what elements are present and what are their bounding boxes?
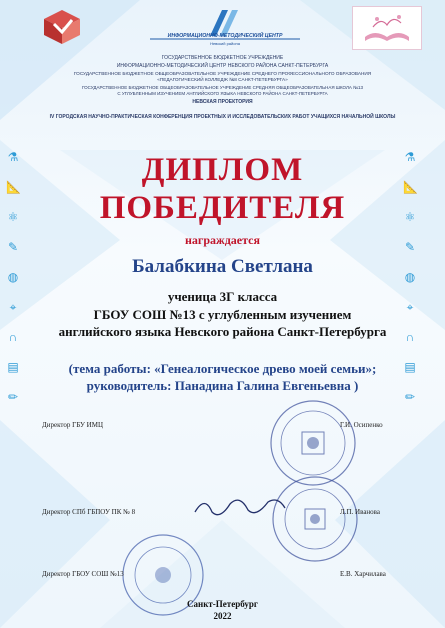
pencil-icon: ✏ xyxy=(404,390,416,404)
magnet-icon: ∩ xyxy=(405,330,415,344)
signature-scribble xyxy=(190,490,290,522)
header-line4 xyxy=(0,85,445,97)
book-icon: ✎ xyxy=(7,240,19,254)
footer-city: Санкт-Петербург xyxy=(187,599,258,609)
proektoriya-logo xyxy=(352,6,422,50)
chart-icon: ▤ xyxy=(404,360,416,374)
signature-name-1: Г.И. Осипенко xyxy=(340,421,383,429)
globe-icon: ◍ xyxy=(7,270,19,284)
chart-icon: ▤ xyxy=(7,360,19,374)
cube-logo-icon xyxy=(40,8,84,46)
signature-role-2: Директор СПб ГБПОУ ПК № 8 xyxy=(42,508,136,516)
compass-icon: ⌖ xyxy=(406,300,414,314)
signature-name-2: Л.П. Иванова xyxy=(340,508,380,516)
globe-icon: ◍ xyxy=(404,270,416,284)
header-line5: НЕВСКАЯ ПРОЕКТОРИЯ xyxy=(192,99,253,105)
signature-role-3: Директор ГБОУ СОШ №13 xyxy=(42,570,124,578)
award-text: награждается xyxy=(185,233,260,247)
header-line4b: С УГЛУБЛЕННЫМ ИЗУЧЕНИЕМ АНГЛИЙСКОГО ЯЗЫКА НЕВСКОГО РАЙОНА САНКТ-ПЕТЕРБУРГА xyxy=(117,91,328,96)
flask-icon: ⚗ xyxy=(404,150,416,164)
header-line1: ГОСУДАРСТВЕННОЕ БЮДЖЕТНОЕ УЧРЕЖДЕНИЕ xyxy=(161,55,284,61)
header-line3 xyxy=(0,71,445,83)
recipient-name: Балабкина Светлана xyxy=(132,256,313,277)
header-line3a: ГОСУДАРСТВЕННОЕ БЮДЖЕТНОЕ ОБЩЕОБРАЗОВАТЕЛЬНОЕ УЧРЕЖДЕНИЕ СРЕДНЕГО ПРОФЕССИОНАЛЬНОГО ОБРАЗОВАНИЯ xyxy=(73,71,372,76)
magnet-icon: ∩ xyxy=(8,330,18,344)
signature-role-1: Директор ГБУ ИМЦ xyxy=(42,421,104,429)
flask-icon: ⚗ xyxy=(7,150,19,164)
book-icon: ✎ xyxy=(404,240,416,254)
atom-icon: ⚛ xyxy=(7,210,19,224)
recipient-school-line2: английского языка Невского района Санкт-Петербурга xyxy=(58,324,387,339)
winner-title: ПОБЕДИТЕЛЯ xyxy=(99,190,346,226)
work-supervisor: руководитель: Панадина Галина Евгеньевна ) xyxy=(86,378,359,393)
imc-logo-line1: ИНФОРМАЦИОННО-МЕТОДИЧЕСКИЙ ЦЕНТР xyxy=(167,33,283,39)
recipient-class: ученица 3Г класса xyxy=(167,289,278,304)
signature-name-3: Е.В. Харчилава xyxy=(340,570,386,578)
ruler-icon: 📐 xyxy=(6,180,21,194)
book-logo-icon xyxy=(353,7,421,49)
pencil-icon: ✏ xyxy=(7,390,19,404)
header-line6: IV ГОРОДСКАЯ НАУЧНО-ПРАКТИЧЕСКАЯ КОНФЕРЕНЦИЯ ПРОЕКТНЫХ И ИССЛЕДОВАТЕЛЬСКИХ РАБОТ УЧАЩИХСЯ НАЧАЛЬНОЙ ШКОЛЫ xyxy=(49,114,396,120)
footer-year: 2022 xyxy=(213,611,232,621)
ruler-icon: 📐 xyxy=(403,180,418,194)
atom-icon: ⚛ xyxy=(404,210,416,224)
header-line2: ИНФОРМАЦИОННО-МЕТОДИЧЕСКИЙ ЦЕНТР НЕВСКОГО РАЙОНА САНКТ-ПЕТЕРБУРГА xyxy=(116,63,329,69)
work-theme: (тема работы: «Генеалогическое древо моей семьи»; xyxy=(68,361,377,376)
compass-icon: ⌖ xyxy=(9,300,17,314)
imc-logo-line2: Невский района xyxy=(210,41,240,46)
imc-logo xyxy=(150,6,300,48)
header-line4a: ГОСУДАРСТВЕННОЕ БЮДЖЕТНОЕ ОБЩЕОБРАЗОВАТЕЛЬНОЕ УЧРЕЖДЕНИЕ СРЕДНЯЯ ОБЩЕОБРАЗОВАТЕЛЬНАЯ ШКОЛА №13 xyxy=(81,85,364,90)
header-line3b: «ПЕДАГОГИЧЕСКИЙ КОЛЛЕДЖ №8 САНКТ-ПЕТЕРБУРГА» xyxy=(157,77,288,82)
diploma-title: ДИПЛОМ xyxy=(141,152,304,188)
recipient-school-line1: ГБОУ СОШ №13 с углубленным изучением xyxy=(93,307,352,322)
